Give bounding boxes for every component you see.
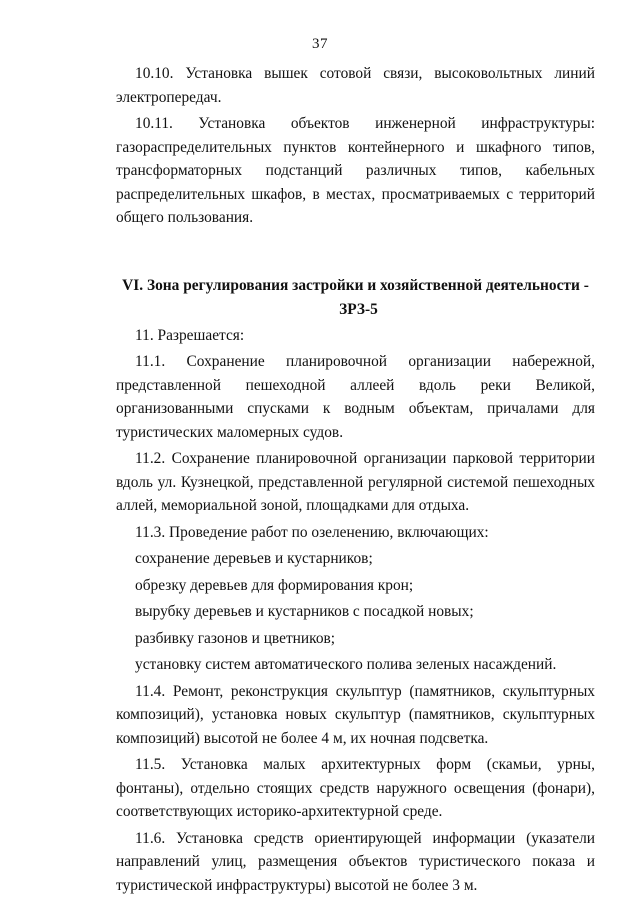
paragraph-11-1: 11.1. Сохранение планировочной организации набережной, представленной пешеходной аллеей вдоль реки Великой, организованными спусками к водным объектам, причалами для туристических маломерных судов. xyxy=(116,353,595,441)
paragraph-11-2: 11.2. Сохранение планировочной организации парковой территории вдоль ул. Кузнецкой, представленной регулярной системой пешеходных аллей, мемориальной зоной, площадками для отдыха. xyxy=(116,450,595,514)
list-item: установку систем автоматического полива зеленых насаждений. xyxy=(135,656,557,673)
page-number: 37 xyxy=(312,36,328,52)
section-heading-zone-code: ЗРЗ-5 xyxy=(339,300,378,318)
paragraph-11-5: 11.5. Установка малых архитектурных форм (скамьи, урны, фонтаны), отдельно стоящих средств наружного освещения (фонари), соответствующих историко-архитектурной среде. xyxy=(116,756,595,820)
list-item: сохранение деревьев и кустарников; xyxy=(135,550,373,567)
document-body xyxy=(116,62,595,897)
section-heading xyxy=(116,274,595,322)
section-heading-line-1: VI. Зона регулирования застройки и хозяйственной деятельности - xyxy=(122,276,589,294)
paragraph-11: 11. Разрешается: xyxy=(135,326,245,344)
paragraph-10-10: 10.10. Установка вышек сотовой связи, высоковольтных линий электропередач. xyxy=(116,65,595,106)
paragraph-11-6: 11.6. Установка средств ориентирующей информации (указатели направлений улиц, размещения объектов туристического показа и туристической инфраструктуры) высотой не более 3 м. xyxy=(116,829,595,894)
list-item: обрезку деревьев для формирования крон; xyxy=(135,576,414,594)
list-item: вырубку деревьев и кустарников с посадкой новых; xyxy=(135,603,474,620)
paragraph-11-3: 11.3. Проведение работ по озеленению, включающих: xyxy=(135,523,489,541)
paragraph-10-11: 10.11. Установка объектов инженерной инфраструктуры: газораспределительных пунктов контейнерного и шкафного типов, трансформаторных подстанций различных типов, кабельных распределительных шкафов, в местах, просматриваемых с территорий общего пользования. xyxy=(116,115,595,226)
list-item: разбивку газонов и цветников; xyxy=(135,629,336,647)
paragraph-11-4: 11.4. Ремонт, реконструкция скульптур (памятников, скульптурных композиций), установка новых скульптур (памятников, скульптурных композиций) высотой не более 4 м, их ночная подсветка. xyxy=(116,682,595,747)
